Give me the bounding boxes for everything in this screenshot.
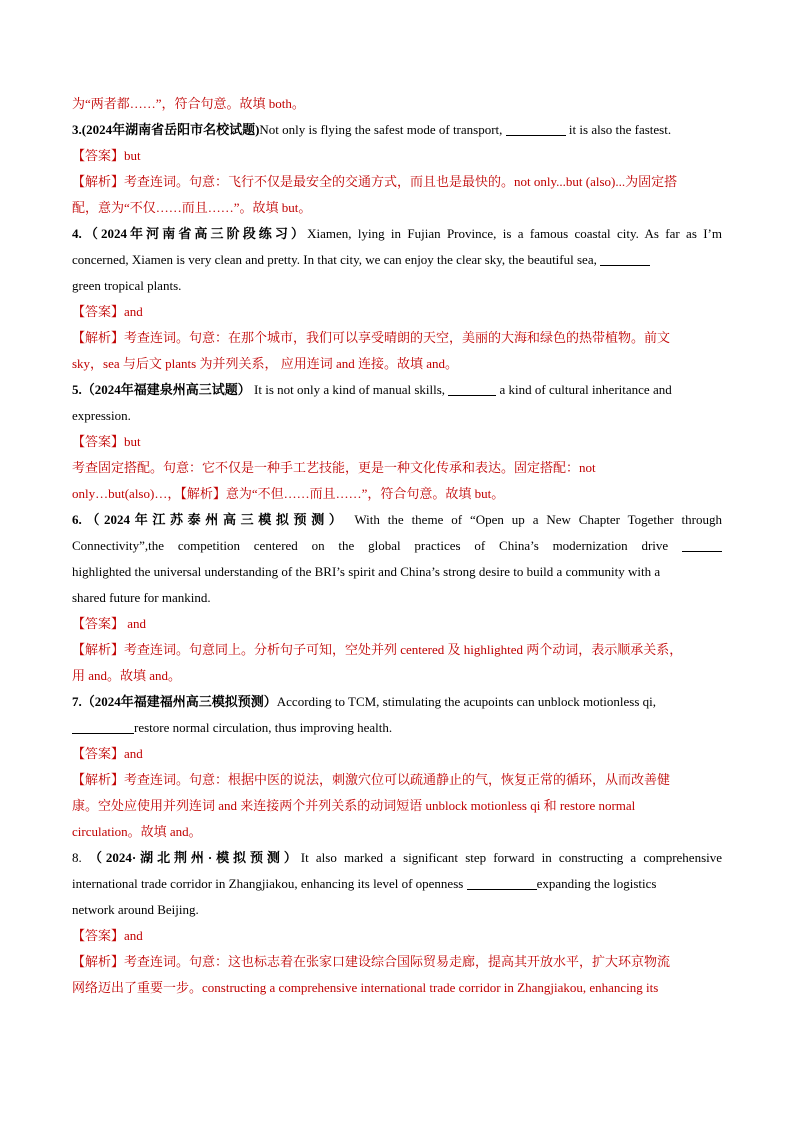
question-text: It is not only a kind of manual skills, [250, 382, 449, 397]
text-line [72, 560, 722, 584]
text-line [72, 222, 722, 246]
answer-blank [506, 121, 566, 136]
text-line [72, 768, 722, 792]
question-text: it is also the fastest. [565, 122, 672, 137]
answer-blank [600, 251, 650, 266]
answer-blank [72, 719, 134, 734]
question-text: expression. [72, 408, 131, 423]
question-source: 5.（2024年福建泉州高三试题） [72, 382, 251, 397]
text-line [72, 352, 722, 376]
text-line [72, 586, 722, 610]
question-source: 6.（2024年江苏泰州高三模拟预测） [72, 512, 347, 527]
explanation-text: 网络迈出了重要一步。constructing a comprehensive international trade corridor in Zhangjiakou, enhancing its [72, 980, 659, 995]
answer-blank [467, 875, 537, 890]
text-line [72, 820, 722, 844]
question-text: Connectivity”,the competition centered on the global practices of China’s modernization drive [72, 538, 682, 553]
text-line [72, 170, 722, 194]
explanation-text: sky，sea 与后文 plants 为并列关系， 应用连词 and 连接。故填 and。 [72, 356, 459, 371]
text-line [72, 638, 722, 662]
explanation-text: 【解析】考查连词。句意同上。分析句子可知，空处并列 centered 及 highlighted 两个动词，表示顺承关系， [72, 642, 683, 657]
question-text: With the theme of “Open up a New Chapter Together through [346, 512, 722, 527]
text-line [72, 664, 722, 688]
text-line [72, 742, 722, 766]
text-line [72, 950, 722, 974]
question-text: Xiamen, lying in Fujian Province, is a famous coastal city. As far as I’m [307, 226, 722, 241]
text-line [72, 924, 722, 948]
text-line [72, 196, 722, 220]
explanation-text: 【答案】 [72, 148, 125, 163]
question-text: shared future for mankind. [72, 590, 211, 605]
explanation-text: 【答案】 and [72, 616, 147, 631]
question-text: According to TCM, stimulating the acupoints can unblock motionless qi, [276, 694, 657, 709]
text-line [72, 118, 722, 142]
question-source: 3.(2024年湖南省岳阳市名校试题) [72, 122, 260, 137]
text-line [72, 612, 722, 636]
question-text: It also marked a significant step forward in constructing a comprehensive [300, 850, 723, 865]
question-source: 7.（2024年福建福州高三模拟预测） [72, 694, 277, 709]
explanation-text: 【答案】but [72, 434, 141, 449]
question-source: 4.（2024年河南省高三阶段练习） [72, 226, 308, 241]
question-text: a kind of cultural inheritance and [496, 382, 672, 397]
explanation-text: 【解析】考查连词。句意：这也标志着在张家口建设综合国际贸易走廊，提高其开放水平，扩大环京物流 [72, 954, 671, 969]
explanation-text: 【解析】考查连词。句意：根据中医的说法，刺激穴位可以疏通静止的气，恢复正常的循环，从而改善健 [72, 772, 671, 787]
explanation-text: 考查固定搭配。句意：它不仅是一种手工艺技能，更是一种文化传承和表达。固定搭配：not [72, 460, 596, 475]
explanation-text: 【解析】考查连词。句意：在那个城市，我们可以享受晴朗的天空，美丽的大海和绿色的热带植物。前文 [72, 330, 671, 345]
text-line [72, 976, 722, 1000]
text-line [72, 430, 722, 454]
text-line [72, 300, 722, 324]
question-text: Not only is flying the safest mode of transport, [259, 122, 506, 137]
question-text: 8. [72, 850, 89, 865]
question-text: highlighted the universal understanding of the BRI’s spirit and China’s strong desire to build a community with a [72, 564, 661, 579]
text-line [72, 898, 722, 922]
explanation-text: circulation。故填 and。 [72, 824, 202, 839]
text-line [72, 716, 722, 740]
text-line [72, 248, 722, 272]
text-line [72, 404, 722, 428]
text-line [72, 482, 722, 506]
answer-blank [682, 537, 722, 552]
explanation-text: 用 and。故填 and。 [72, 668, 182, 683]
explanation-text: only…but(also)…，【解析】意为“不但……而且……”，符合句意。故填 but。 [72, 486, 505, 501]
explanation-text: 配，意为“不仅……而且……”。故填 but。 [72, 200, 312, 215]
text-line [72, 794, 722, 818]
text-line [72, 92, 722, 116]
text-line [72, 846, 722, 870]
text-line [72, 326, 722, 350]
text-line [72, 378, 722, 402]
text-line [72, 274, 722, 298]
text-line [72, 872, 722, 896]
explanation-text: 【解析】考查连词。句意：飞行不仅是最安全的交通方式，而且也是最快的。not only...but (also)...为固定搭 [72, 174, 678, 189]
explanation-text: 【答案】and [72, 304, 143, 319]
text-line [72, 508, 722, 532]
text-line [72, 456, 722, 480]
question-text: restore normal circulation, thus improving health. [134, 720, 393, 735]
question-text: green tropical plants. [72, 278, 182, 293]
explanation-text: 为“两者都……”，符合句意。故填 both。 [72, 96, 305, 111]
question-text: network around Beijing. [72, 902, 199, 917]
text-line [72, 534, 722, 558]
answer-blank [448, 381, 496, 396]
explanation-text: 【答案】and [72, 928, 143, 943]
question-source: （2024·湖北荆州·模拟预测） [88, 850, 301, 865]
question-text: concerned, Xiamen is very clean and pretty. In that city, we can enjoy the clear sky, the beautiful sea, [72, 252, 601, 267]
explanation-text: but [124, 148, 141, 163]
question-text: expanding the logistics [536, 876, 657, 891]
text-line [72, 144, 722, 168]
question-text: international trade corridor in Zhangjiakou, enhancing its level of openness [72, 876, 467, 891]
explanation-text: 康。空处应使用并列连词 and 来连接两个并列关系的动词短语 unblock motionless qi 和 restore normal [72, 798, 636, 813]
text-line [72, 690, 722, 714]
explanation-text: 【答案】and [72, 746, 143, 761]
